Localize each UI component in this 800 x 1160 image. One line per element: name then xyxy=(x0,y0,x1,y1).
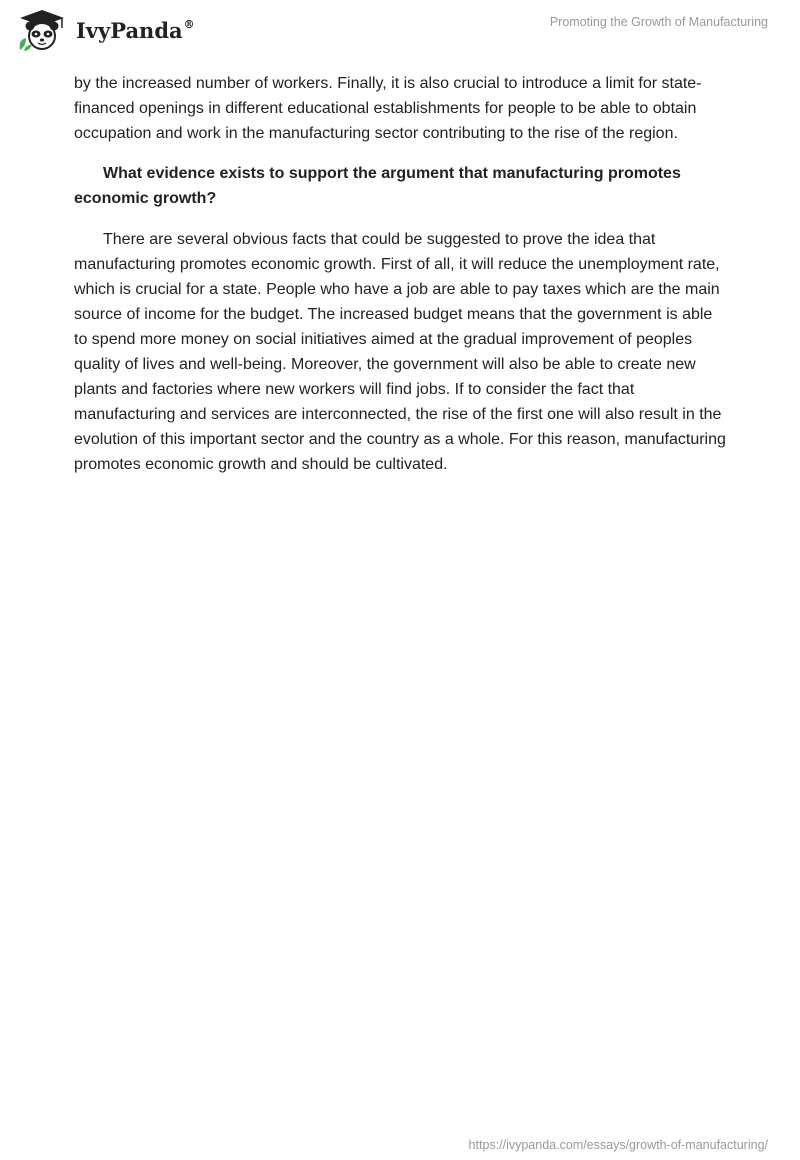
paragraph-continuation: by the increased number of workers. Finally, it is also crucial to introduce a limit for state-financed openings in different educational establishments for people to be able to obtain occupation and work in the manufacturing sector contributing to the rise of the region. xyxy=(74,75,702,142)
ivypanda-logo[interactable] xyxy=(14,8,195,52)
document-title: Promoting the Growth of Manufacturing xyxy=(549,15,768,29)
panda-graduate-icon xyxy=(14,8,70,52)
brand-name: IvyPanda® xyxy=(76,17,195,43)
question-heading: What evidence exists to support the argument that manufacturing promotes economic growth? xyxy=(74,165,681,207)
paragraph-evidence: There are several obvious facts that could be suggested to prove the idea that manufacturing promotes economic growth. First of all, it will reduce the unemployment rate, which is crucial for a state. People who have a job are able to pay taxes which are the main source of income for the budget. The increased budget means that the government is able to spend more money on social initiatives aimed at the gradual improvement of peoples quality of lives and well-being. Moreover, the government will also be able to create new plants and factories where new workers will find jobs. If to consider the fact that manufacturing and services are interconnected, the rise of the first one will also result in the evolution of this important sector and the country as a whole. For this reason, manufacturing promotes economic growth and should be cultivated. xyxy=(74,231,726,473)
footer-url-link[interactable]: https://ivypanda.com/essays/growth-of-manufacturing/ xyxy=(468,1138,768,1152)
essay-content xyxy=(74,71,729,477)
page-header xyxy=(0,0,800,70)
